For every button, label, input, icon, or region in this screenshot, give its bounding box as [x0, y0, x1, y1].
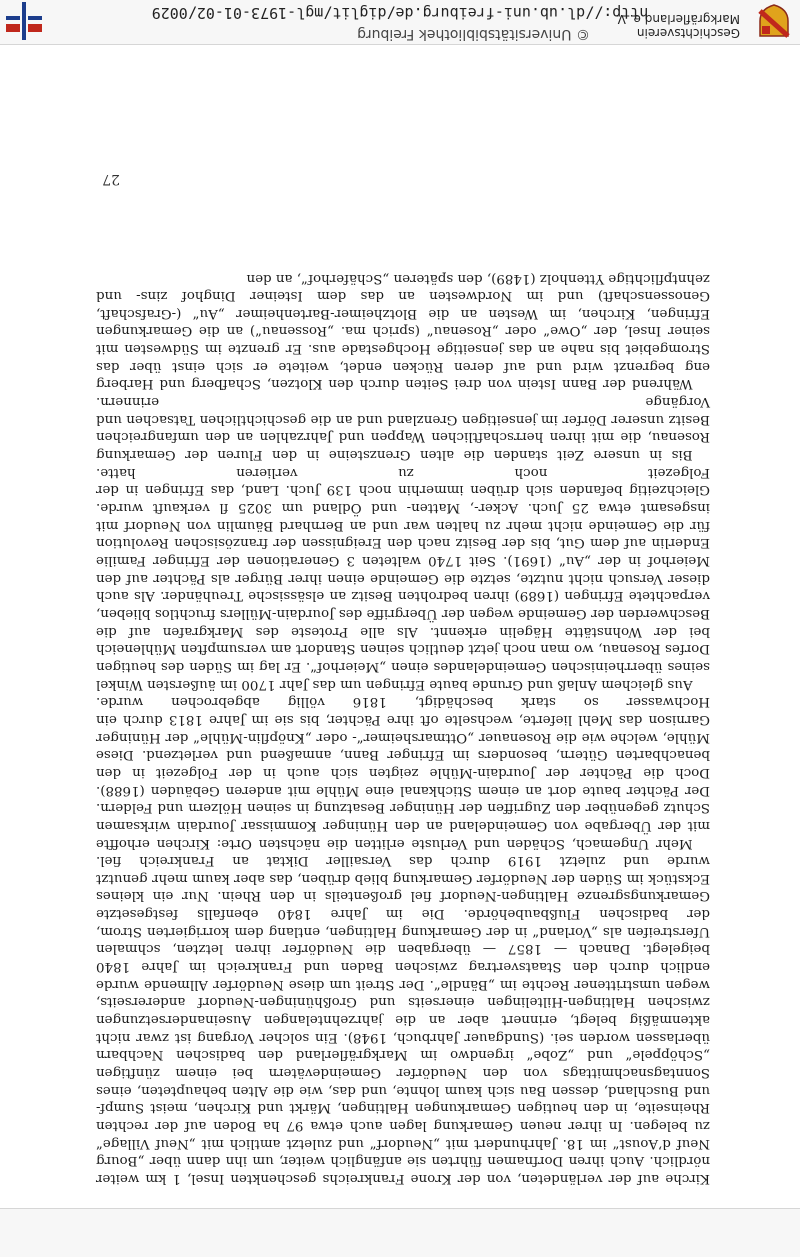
article-text	[96, 269, 710, 1187]
paragraph-4: Bis in unsere Zeit standen die alten Grenzsteine in den Fluren der Gemarkung Rosenau, die mit ihren herrschaftlichen Wappen und Jahrzahlen an den umfangreichen Besitz unserer Dörfer im jenseitigen Grenzland und an die geschichtlichen Tatsachen und Vorgänge erinnern.	[96, 394, 710, 463]
university-flag-icon	[4, 0, 44, 42]
library-credit: © Universitätsbibliothek Freiburg	[357, 26, 590, 42]
society-line-1: Geschichtsverein	[636, 26, 740, 40]
document-url[interactable]: http://dl.ub.uni-freiburg.de/diglit/mgl-1973-01-02/0029	[151, 4, 649, 22]
viewer-bottom-bar	[0, 1208, 800, 1257]
paragraph-5: Während der Bann Istein von drei Seiten durch den Klotzen, Schafberg und Harberg eng begrenzt wird und auf deren Rücken endet, weitete er sich einst über das Stromgebiet bis nahe an das jenseitige Hochgestade aus. Er grenzte im Südwesten mit seiner Insel, der „Owe“ oder „Rosenau“ (sprich ma. „Rossenau“) an die Gemarkungen Efringen, Kirchen, im Westen an die Blotzheimer-Bartenheimer „Au“ (-Grafschaft, Genossenschaft) und im Nordwesten an das dem Isteiner Dinghof zins- und zehntpflichtige Yttenholz (1489), den späteren „Schäferhof“, an den	[96, 270, 710, 392]
paragraph-1: Kirche auf der verländeten, von der Krone Frankreichs geschenkten Insel, 1 km weiter nördlich. Auch ihren Dorfnamen führten sie anfänglich weiter, um ihn dann über „Bourg Neuf d’Aoust“ im 18. Jahrhundert mit „Neudorf“ und zuletzt amtlich mit „Neuf Village“ zu belegen. In ihrer neuen Gemarkung lagen auch etwa 97 ha Boden auf der rechten Rheinseite, in den heutigen Gemarkungen Haltingen, Märkt und Kirchen, meist Sumpf- und Buschland, dessen Bau sich kaum lohnte, und das, wie die Alten behaupteten, eines Sonntagsnachmittags von den Neudörfer Gemeindevätern bei einem zünftigen „Schöppele“ und „Zobe“ irgendwo im Markgräflerland den badischen Nachbarn überlassen worden sei. (Sundgauer Jahrbuch, 1948). Ein solcher Vorgang ist zwar nicht aktenmäßig belegt, erinnert aber an die jahrzehntelangen Auseinandersetzungen zwischen Haltingen-Hiltelingen einerseits und Großhüningen-Neudorf andererseits, wegen umstrittener Rechte im „Bändle“. Der Streit um diese Neudörfer Allmende wurde endlich durch den Staatsvertrag zwischen Baden und Frankreich im Jahre 1840 beigelegt. Danach — 1857 — übergaben die Neudörfer ihren letzten, schmalen Uferstreifen als „Vorland“ in der Gemarkung Haltingen, entlang dem korrigierten Strom, der badischen Flußbaubehörde. Die im Jahre 1840 ebenfalls festgesetzte Gemarkungsgrenze Haltingen-Neudorf fiel großenteils in den Rhein. Nur ein kleines Eckstück im Süden der Neudörfer Gemarkung blieb drüben, das aber kaum mehr genutzt wurde und zuletzt 1919 durch das Versailler Diktat an Frankreich fiel.	[96, 853, 710, 1186]
paragraph-3: Aus gleichem Anlaß und Grunde baute Efringen um das Jahr 1700 im äußersten Winkel seines überrheinischen Gemeindelandes einen „Meierhof“. Er lag im Süden des heutigen Dorfes Rosenau, wo man noch jetzt deutlich seinen Standort am versumpften Mühleneich bei der Wohnstätte Hägelin erkennt. Als alle Proteste des Markgrafen auf die Beschwerden der Gemeinde wegen der Übergriffe des Jourdain-Müllers fruchtlos blieben, verpachtete Efringen (1689) ihren bedrohten Besitz an elsässische Treuhänder. Als auch dieser Versuch nicht nutzte, setzte die Gemeinde einen ihrer Bürger als Pächter auf den Meierhof in der „Au“ (1691). Seit 1740 walteten 3 Generationen der Efringer Familie Enderlin auf dem Gut, bis der Besitz nach den Ereignissen der französischen Revolution für die Gemeinde nicht mehr zu halten war und an Bernhard Bäumlin von Neudorf mit insgesamt etwa 25 Juch. Acker-, Matten- und Ödland um 3025 fl verkauft wurde. Gleichzeitig befanden sich drüben immerhin noch 139 Juch. Land, das Efringen in der Folgezeit noch zu verlieren hatte.	[96, 464, 710, 692]
page-number: 27	[102, 171, 120, 187]
society-line-2: Markgräflerland e. V.	[615, 12, 740, 26]
paragraph-2: Mehr Ungemach, Schäden und Verluste erlitten die nächsten Orte: Kirchen erhoffte mit der Übergabe von Gemeindeland an den Hüninger Kommissar Jourdain wirksamen Schutz gegenüber den Zugriffen der Hüninger Besatzung in seinen Hölzern und Feldern. Der Pächter baute dort an einem Stichkanal eine Mühle mit anderen Gebäuden (1688). Doch die Pächter der Jourdain-Mühle zeigten sich auch in der Folgezeit in den benachbarten Gütern, besonders im Efringer Bann, anmaßend und verletzend. Diese Mühle, welche wie die Rosenauer „Ottmarsheimer“- oder „Knöpflin-Mühle“ der Hüninger Garnison das Mehl lieferte, wechselte oft ihre Pächter, bis sie im Jahre 1813 durch ein Hochwasser so stark beschädigt, 1816 völlig abgebrochen wurde.	[96, 694, 710, 851]
viewer-top-bar	[0, 0, 800, 45]
